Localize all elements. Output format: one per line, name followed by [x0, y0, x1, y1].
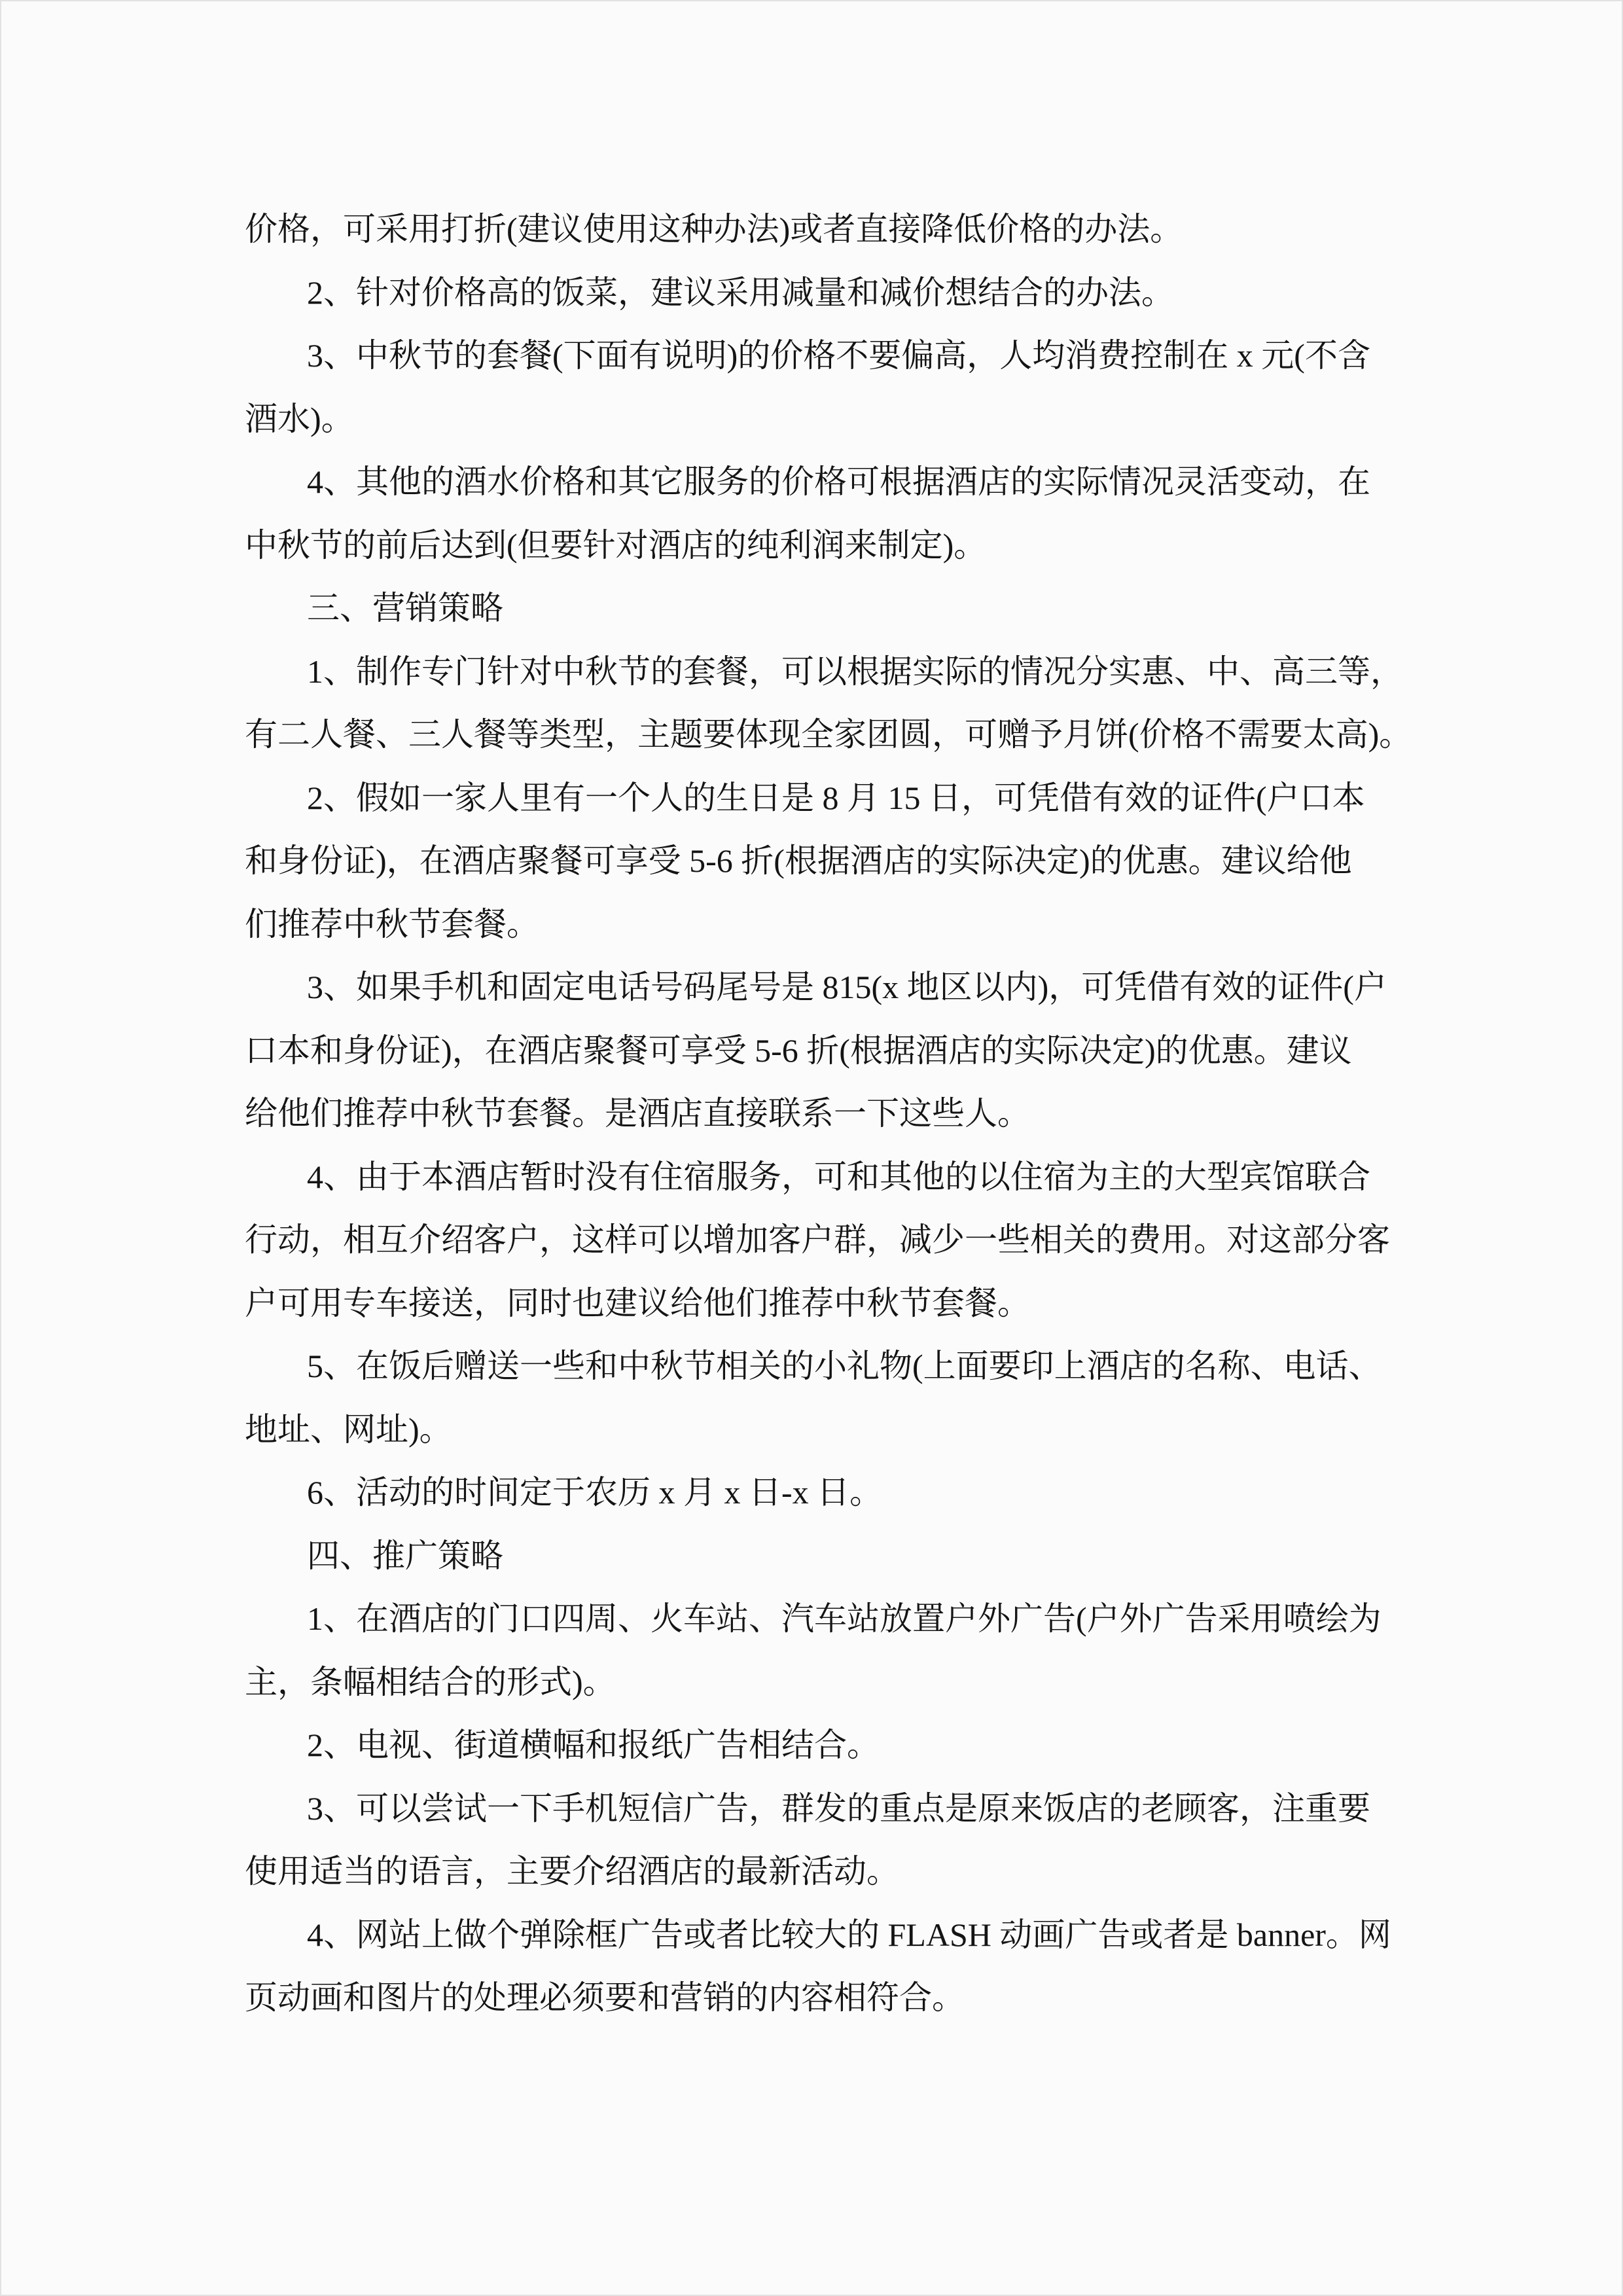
text-line: 口本和身份证)，在酒店聚餐可享受 5-6 折(根据酒店的实际决定)的优惠。建议 — [245, 1031, 1352, 1069]
text-line: 3、可以尝试一下手机短信广告，群发的重点是原来饭店的老顾客，注重要 — [307, 1789, 1370, 1827]
text-line: 主，条幅相结合的形式)。 — [245, 1663, 616, 1700]
text-line: 2、针对价格高的饭菜，建议采用减量和减价想结合的办法。 — [307, 274, 1174, 311]
text-line: 们推荐中秋节套餐。 — [245, 905, 539, 942]
text-line: 户可用专车接送，同时也建议给他们推荐中秋节套餐。 — [245, 1284, 1030, 1321]
text-line: 行动，相互介绍客户，这样可以增加客户群，减少一些相关的费用。对这部分客 — [245, 1221, 1390, 1258]
text-line: 3、如果手机和固定电话号码尾号是 815(x 地区以内)，可凭借有效的证件(户 — [307, 969, 1387, 1005]
text-line: 价格，可采用打折(建议使用这种办法)或者直接降低价格的办法。 — [245, 211, 1183, 247]
text-line: 给他们推荐中秋节套餐。是酒店直接联系一下这些人。 — [245, 1095, 1030, 1132]
text-line: 3、中秋节的套餐(下面有说明)的价格不要偏高，人均消费控制在 x 元(不含 — [307, 337, 1370, 374]
text-line: 和身份证)，在酒店聚餐可享受 5-6 折(根据酒店的实际决定)的优惠。建议给他 — [245, 842, 1352, 879]
document-text-block — [245, 198, 1423, 2030]
text-line: 中秋节的前后达到(但要针对酒店的纯利润来制定)。 — [245, 526, 987, 564]
text-line: 2、假如一家人里有一个人的生日是 8 月 15 日，可凭借有效的证件(户口本 — [307, 779, 1365, 816]
text-line: 地址、网址)。 — [245, 1410, 452, 1448]
text-line: 使用适当的语言，主要介绍酒店的最新活动。 — [245, 1853, 899, 1890]
text-line: 四、推广策略 — [307, 1537, 503, 1574]
text-line: 1、制作专门针对中秋节的套餐，可以根据实际的情况分实惠、中、高三等， — [307, 653, 1403, 690]
text-line: 页动画和图片的处理必须要和营销的内容相符合。 — [245, 1979, 965, 2016]
text-line: 4、由于本酒店暂时没有住宿服务，可和其他的以住宿为主的大型宾馆联合 — [307, 1158, 1370, 1195]
text-line: 酒水)。 — [245, 400, 354, 437]
text-line: 有二人餐、三人餐等类型，主题要体现全家团圆，可赠予月饼(价格不需要太高)。 — [245, 716, 1412, 753]
text-line: 1、在酒店的门口四周、火车站、汽车站放置户外广告(户外广告采用喷绘为 — [307, 1600, 1382, 1637]
text-line: 三、营销策略 — [307, 590, 503, 626]
text-line: 5、在饭后赠送一些和中秋节相关的小礼物(上面要印上酒店的名称、电话、 — [307, 1348, 1382, 1384]
text-line: 6、活动的时间定于农历 x 月 x 日-x 日。 — [307, 1474, 883, 1511]
text-line: 4、网站上做个弹除框广告或者比较大的 FLASH 动画广告或者是 banner。网 — [307, 1916, 1391, 1953]
text-line: 2、电视、街道横幅和报纸广告相结合。 — [307, 1727, 880, 1763]
text-line: 4、其他的酒水价格和其它服务的价格可根据酒店的实际情况灵活变动，在 — [307, 463, 1370, 500]
